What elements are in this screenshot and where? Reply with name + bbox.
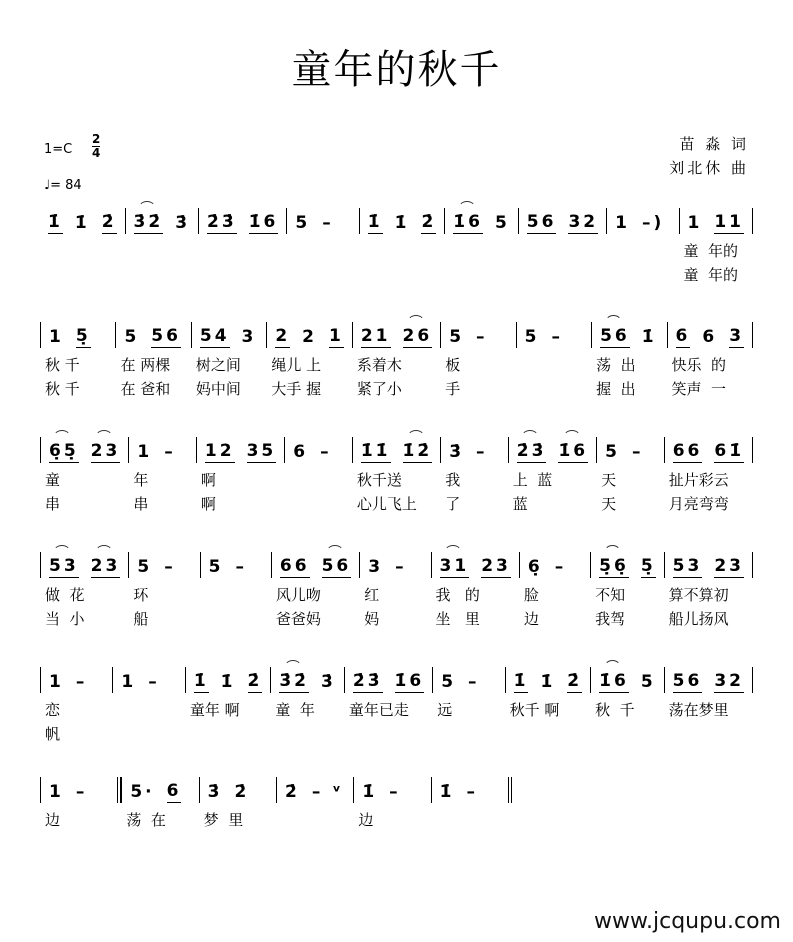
key-signature: 1=C [44,142,73,157]
lyric-verse-2: 坐 里 [435,610,480,628]
lyric-verse-1: 天 [601,471,617,489]
measure [505,667,591,719]
lyric-verse-1: 秋 千 [595,701,635,719]
measure [432,667,504,719]
notes [441,667,496,693]
measure [270,667,344,719]
staff-line [40,777,512,829]
note-group: 56 [672,671,703,691]
measure [185,667,271,719]
tempo-marking: ♩= 84 [44,178,82,193]
note-group: 3 [368,557,384,577]
composer-credit: 刘北休 曲 [669,159,749,177]
notes [368,552,422,578]
lyric-verse-1: 啊 [200,471,216,489]
note-group: 1̇6 [248,212,279,232]
measure [200,552,271,578]
lyric-verse-2: 蓝 [512,495,528,513]
lyric-verse-2: 船 [133,610,149,628]
note-group: 56 [321,556,352,576]
lyric-verse-2: 帆 [45,725,61,743]
lyric-verse-2: 握 出 [596,380,636,398]
notes [440,552,511,578]
measure [125,208,199,234]
note-group: 1̇ [48,212,63,232]
notes [295,208,350,234]
song-title: 童年的秋千 [291,47,502,93]
note-group: 2̇ [284,782,300,802]
measure [431,552,519,628]
measure [352,437,440,513]
note-group: 2̇3̇ [352,671,383,691]
notes [275,322,344,348]
measure [440,322,515,398]
note-group: 2̇ [421,212,437,232]
measure [121,777,198,829]
time-numerator: 2 [92,132,101,146]
note-group: 5̣ [75,326,91,346]
lyric-verse-1: 年 [133,471,149,489]
lyric-verse-1: 秋千 啊 [509,701,560,719]
measure [664,552,753,628]
measure [591,322,666,398]
notes [124,322,182,348]
measure [198,208,286,234]
note-group: – [164,442,176,462]
lyric-verse-1: 快乐 的 [671,356,727,374]
measure [115,322,190,398]
lyric-verse-1: 恋 [45,701,61,719]
notes [353,667,424,693]
lyric-verse-2: 了 [445,495,461,513]
note-group: 31 [439,556,470,576]
lyric-verse-2: 手 [445,380,461,398]
note-group: – [75,782,88,802]
note-group: – [148,672,160,692]
lyric-verse-2: 大手 握 [271,380,322,398]
measure [606,208,678,234]
notes [599,667,656,693]
notes [137,552,191,578]
lyric-verse-1: 梦 里 [203,811,244,829]
lyric-verse-1: 风儿吻 [275,586,321,604]
measure [128,552,199,628]
measure [271,552,359,628]
measure [40,322,115,398]
notes [205,437,276,463]
notes [293,437,344,463]
lyric-verse-1: 我 的 [435,586,480,604]
notes [528,552,582,578]
lyric-verse-2: 笑声 一 [671,380,727,398]
note-group: 1̇6 [558,441,589,461]
staff-line [40,208,753,284]
note-group: 2̇ [101,212,117,232]
measure [518,208,606,234]
lyric-verse-2: 当 小 [45,610,85,628]
note-group: 12 [204,441,235,461]
notes [525,322,583,348]
note-group: 2̇ [234,782,250,802]
note-group: 53 [672,556,703,576]
note-group: – [551,327,563,347]
notes [527,208,598,234]
watermark: www.jcqupu.com [594,909,781,934]
measure [128,437,196,513]
note-group: 5 [208,557,224,577]
lyric-verse-1: 童 年 [275,701,315,719]
note-group: 1̇ [540,672,556,692]
note-group: – [164,557,176,577]
note-group: 1̇ [394,213,410,233]
lyric-verse-2: 我驾 [595,610,626,628]
note-group: 5̣ [640,556,656,576]
measure [40,777,121,829]
measure [40,208,125,234]
note-group: 53 [49,556,79,576]
measure [286,208,358,234]
notes [605,437,656,463]
notes [279,667,336,693]
note-group: 23 [90,441,121,461]
note-group: 3̇ [449,442,465,462]
measure [359,552,430,628]
note-group: 6 [702,327,718,347]
lyric-verse-2: 串 [45,495,61,513]
note-group: 5 [640,672,656,692]
lyric-verse-2: 天 [601,495,617,513]
lyric-verse-1: 童 [45,471,61,489]
notes [362,777,422,803]
lyric-verse-1: 红 [364,586,380,604]
lyric-verse-1: 童年已走 [348,701,409,719]
lyric-verse-1: 系着木 [356,356,402,374]
measure [664,667,753,719]
lyric-verse-1: 边 [45,811,61,829]
note-group: – [476,327,488,347]
note-group: 1̇ [193,671,209,691]
notes [207,208,278,234]
note-group: 1 [137,442,153,462]
note-group: 5 [605,442,620,462]
notes [137,437,188,463]
note-group: 1̇ [367,212,383,232]
note-group: 3 [729,326,745,346]
note-group: 2 [302,327,317,347]
notes [48,208,117,234]
measure [590,552,664,628]
note-group: 1̇ [641,327,657,347]
lyric-verse-1: 童 年的 [683,242,739,260]
note-group: – [631,442,644,462]
lyric-verse-2: 月亮弯弯 [668,495,729,513]
note-group: 3̇ [175,213,191,233]
note-group: 56 [526,212,557,232]
measure [431,777,512,803]
note-group: 3̇ [321,672,336,692]
notes [121,667,176,693]
note-group: – [476,442,488,462]
note-group: 56 [600,326,630,346]
note-group: 6 [166,781,182,801]
note-group: 2 [275,326,291,346]
lyric-verse-2: 心儿飞上 [356,495,417,513]
staff-line [40,322,753,398]
notes [688,208,745,234]
note-group: 5̣6̣ [599,556,629,576]
measure [679,208,754,284]
note-group: 2̇ [247,671,263,691]
lyric-verse-2: 船儿扬风 [668,610,729,628]
note-group: 1̇ [513,671,529,691]
note-group: 1̇ [74,213,90,233]
measure [444,208,518,234]
lyric-verse-1: 荡在梦里 [668,701,729,719]
notes [514,667,583,693]
measure [590,667,664,719]
note-group: 6 [293,442,309,462]
lyric-verse-1: 脸 [523,586,539,604]
lyric-verse-1: 做 花 [45,586,85,604]
notes [361,437,432,463]
note-group: 5 [524,327,540,347]
lyric-verse-1: 荡 出 [596,356,636,374]
notes [134,208,191,234]
notes [673,667,744,693]
lyric-verse-2: 秋 千 [45,380,80,398]
note-group: 1̇1̇ [360,441,391,461]
note-group: – [75,672,88,692]
note-group: – [389,782,401,802]
notes [517,437,588,463]
notes [49,322,107,348]
note-group: 2̇3̇ [207,212,237,232]
note-group: 5 [441,672,457,692]
measure [266,322,352,398]
lyric-verse-1: 在 两棵 [120,356,171,374]
measure [196,437,284,513]
note-group: 5 [449,327,465,347]
lyric-verse-1: 算不算初 [668,586,729,604]
lyric-verse-1: 树之间 [195,356,241,374]
notes [453,208,510,234]
note-group: 23 [90,556,121,576]
note-group: 23 [714,556,745,576]
notes [49,552,120,578]
measure [359,208,445,234]
measure [344,667,432,719]
lyric-verse-1: 边 [358,811,374,829]
note-group: – [320,442,332,462]
measure [664,437,753,513]
notes [361,322,432,348]
note-group: 1̇ [362,782,378,802]
lyric-verse-2: 童 年的 [683,266,739,284]
note-group: – ᵛ [311,782,344,802]
note-group: 66 [672,441,703,461]
note-group: – [466,782,478,802]
note-group: – [468,672,480,692]
notes [194,667,263,693]
staff-line [40,552,753,628]
lyricist-credit: 苗 淼 词 [679,135,749,153]
notes [676,322,745,348]
note-group: 56 [151,326,181,346]
note-group: 1̇6 [453,212,483,232]
lyric-verse-2: 紧了小 [356,380,402,398]
measure [516,322,591,348]
note-group: – [554,557,567,577]
measure [508,437,596,513]
lyric-verse-1: 扯片彩云 [668,471,729,489]
notes [673,437,744,463]
notes [600,322,658,348]
note-group: 1 [687,213,703,233]
measure [353,777,430,829]
note-group: 35 [246,441,277,461]
time-denominator: 4 [92,146,101,160]
measure [40,667,112,743]
lyric-verse-1: 秋 千 [45,356,80,374]
note-group: 21 [360,326,391,346]
measure [440,437,508,513]
measure [596,437,664,513]
notes [449,437,500,463]
lyric-verse-1: 秋千送 [356,471,402,489]
note-group: 3 [241,327,257,347]
notes [200,322,258,348]
note-group: 5 [295,213,311,233]
lyric-verse-2: 串 [133,495,149,513]
note-group: 6̣ [527,557,543,577]
note-group: 32 [714,671,744,691]
notes [49,667,104,693]
staff-line [40,667,753,743]
note-group: 3̇ [207,782,223,802]
note-group: – [395,557,407,577]
notes [49,777,109,803]
note-group: 1 [49,672,64,692]
measure [284,437,352,463]
note-group: – [235,557,247,577]
note-group: 61̇ [714,441,745,461]
measure [276,777,353,803]
note-group: 1 [49,327,64,347]
notes [130,777,190,803]
lyric-verse-1: 我 [445,471,461,489]
notes [673,552,744,578]
note-group: 1̇ [439,782,455,802]
measure [667,322,754,398]
notes [209,552,263,578]
note-group: 54 [199,326,230,346]
lyric-verse-1: 远 [437,701,453,719]
lyric-verse-1: 荡 在 [126,811,166,829]
lyric-verse-1: 不知 [595,586,626,604]
staff-line [40,437,753,513]
notes [440,777,500,803]
note-group: 1 [329,326,344,346]
note-group: 6̣5̣ [49,441,79,461]
note-group: 1̇2̇ [402,441,433,461]
lyric-verse-1: 环 [133,586,149,604]
measure [352,322,440,398]
measure [199,777,276,829]
note-group: 2̇ [567,671,583,691]
measure [112,667,184,693]
lyric-verse-2: 妈中间 [195,380,241,398]
measure [191,322,266,398]
notes [368,208,437,234]
notes [49,437,120,463]
lyric-verse-1: 绳儿 上 [271,356,322,374]
time-signature [92,133,100,160]
note-group: 1 [615,213,630,233]
notes [208,777,268,803]
note-group: 1̇6 [599,671,629,691]
measure [40,552,128,628]
note-group: 2̇3̇ [516,441,547,461]
lyric-verse-2: 啊 [200,495,216,513]
measure [519,552,590,628]
note-group: –) [641,213,665,233]
note-group: 1 [121,672,137,692]
note-group: 5 [124,327,140,347]
note-group: 26 [402,326,433,346]
lyric-verse-2: 边 [523,610,539,628]
note-group: 3̇2̇ [279,671,310,691]
note-group: 5· [130,782,155,802]
note-group: 6 [675,326,691,346]
lyric-verse-2: 在 爸和 [120,380,171,398]
note-group: 1 [49,782,64,802]
lyric-verse-1: 板 [445,356,461,374]
notes [449,322,507,348]
lyric-verse-2: 爸爸妈 [275,610,321,628]
note-group: 5 [137,557,153,577]
lyric-verse-1: 童年 啊 [189,701,240,719]
note-group: 1̇ [220,672,236,692]
lyric-verse-2: 妈 [364,610,380,628]
note-group: 32 [568,212,599,232]
notes [615,208,670,234]
notes [280,552,351,578]
note-group: 11 [714,212,745,232]
note-group: 66 [279,556,310,576]
notes [599,552,656,578]
note-group: 5 [494,213,510,233]
notes [285,777,345,803]
note-group: 3̇2̇ [133,212,164,232]
measure [40,437,128,513]
note-group: 23 [481,556,511,576]
note-group: 1̇6 [394,671,425,691]
note-group: – [322,213,334,233]
lyric-verse-1: 上 蓝 [512,471,553,489]
